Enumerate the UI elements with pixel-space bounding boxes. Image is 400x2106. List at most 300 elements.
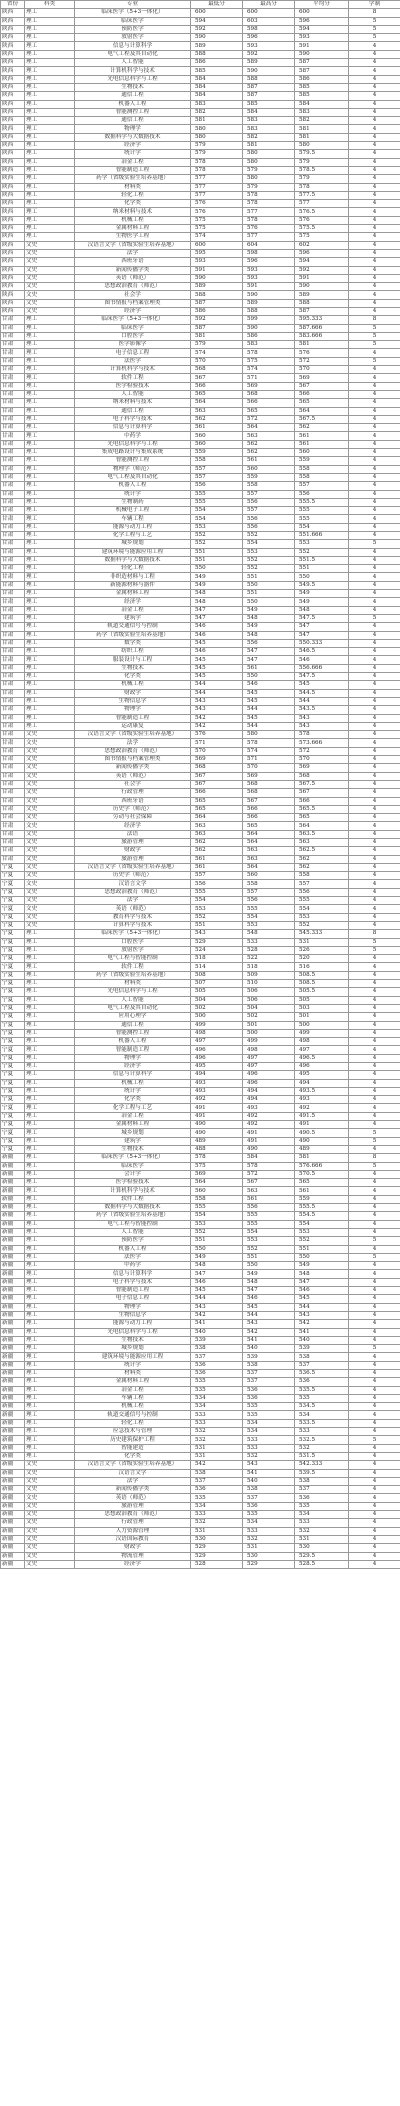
table-row (1, 1394, 400, 1402)
cell-duration: 4 (349, 1112, 400, 1120)
cell-category: 理工 (25, 523, 75, 531)
cell-category: 文史 (25, 731, 75, 739)
cell-min-score: 553 (191, 523, 243, 531)
cell-min-score: 507 (191, 980, 243, 988)
cell-max-score: 590 (243, 67, 295, 75)
cell-duration: 4 (349, 1311, 400, 1319)
table-row (1, 1029, 400, 1037)
cell-min-score: 558 (191, 457, 243, 465)
cell-duration: 4 (349, 830, 400, 838)
cell-max-score: 533 (243, 1527, 295, 1535)
cell-duration: 4 (349, 258, 400, 266)
cell-category: 理工 (25, 664, 75, 672)
cell-avg-score: 537 (295, 1361, 349, 1369)
cell-max-score: 568 (243, 789, 295, 797)
cell-avg-score: 533 (295, 1428, 349, 1436)
cell-major: 财政学 (75, 1544, 191, 1552)
cell-max-score: 497 (243, 1054, 295, 1062)
cell-major: 电气工程及其自动化 (75, 50, 191, 58)
cell-category: 文史 (25, 1535, 75, 1543)
cell-duration: 4 (349, 175, 400, 183)
cell-max-score: 535 (243, 1411, 295, 1419)
table-row (1, 1328, 400, 1336)
cell-max-score: 493 (243, 1104, 295, 1112)
cell-min-score: 574 (191, 233, 243, 241)
table-row (1, 283, 400, 291)
cell-province: 甘肃 (1, 681, 25, 689)
cell-max-score: 590 (243, 324, 295, 332)
cell-avg-score: 576.5 (295, 208, 349, 216)
cell-avg-score: 546.5 (295, 648, 349, 656)
cell-max-score: 510 (243, 980, 295, 988)
cell-province: 甘肃 (1, 814, 25, 822)
cell-min-score: 530 (191, 1535, 243, 1543)
cell-avg-score: 572 (295, 747, 349, 755)
cell-min-score: 539 (191, 1336, 243, 1344)
cell-min-score: 562 (191, 847, 243, 855)
cell-max-score: 544 (243, 706, 295, 714)
cell-min-score: 504 (191, 996, 243, 1004)
cell-province: 新疆 (1, 1369, 25, 1377)
cell-province: 宁夏 (1, 1063, 25, 1071)
cell-province: 陕西 (1, 142, 25, 150)
cell-duration: 4 (349, 565, 400, 573)
table-row (1, 905, 400, 913)
cell-max-score: 577 (243, 233, 295, 241)
cell-max-score: 604 (243, 241, 295, 249)
cell-duration: 4 (349, 432, 400, 440)
cell-avg-score: 594 (295, 25, 349, 33)
cell-avg-score: 548 (295, 606, 349, 614)
cell-duration: 4 (349, 449, 400, 457)
cell-category: 理工 (25, 714, 75, 722)
cell-major: 车辆工程 (75, 515, 191, 523)
cell-duration: 4 (349, 532, 400, 540)
cell-avg-score: 561 (295, 1187, 349, 1195)
cell-min-score: 549 (191, 573, 243, 581)
cell-province: 陕西 (1, 67, 25, 75)
cell-major: 生物制药 (75, 498, 191, 506)
cell-province: 新疆 (1, 1469, 25, 1477)
cell-category: 文史 (25, 797, 75, 805)
cell-major: 信息与计算科学 (75, 1270, 191, 1278)
cell-province: 甘肃 (1, 797, 25, 805)
table-row (1, 1245, 400, 1253)
cell-max-score: 578 (243, 739, 295, 747)
cell-max-score: 530 (243, 1552, 295, 1560)
cell-category: 理工 (25, 598, 75, 606)
cell-province: 甘肃 (1, 673, 25, 681)
cell-duration: 4 (349, 897, 400, 905)
cell-min-score: 575 (191, 1162, 243, 1170)
table-row (1, 1527, 400, 1535)
cell-min-score: 584 (191, 75, 243, 83)
cell-avg-score: 573.666 (295, 739, 349, 747)
cell-avg-score: 551 (295, 1245, 349, 1253)
cell-duration: 4 (349, 1511, 400, 1519)
cell-avg-score: 583 (295, 108, 349, 116)
cell-category: 理工 (25, 17, 75, 25)
cell-major: 光电信息科学与工程 (75, 75, 191, 83)
cell-province: 新疆 (1, 1436, 25, 1444)
cell-major: 法学 (75, 1477, 191, 1485)
cell-min-score: 587 (191, 299, 243, 307)
cell-major: 智能制造工程 (75, 1046, 191, 1054)
cell-duration: 4 (349, 664, 400, 672)
cell-max-score: 556 (243, 498, 295, 506)
cell-duration: 4 (349, 399, 400, 407)
cell-duration: 4 (349, 963, 400, 971)
cell-major: 预防医学 (75, 25, 191, 33)
cell-avg-score: 553 (295, 1228, 349, 1236)
cell-duration: 4 (349, 988, 400, 996)
cell-province: 陕西 (1, 208, 25, 216)
cell-province: 甘肃 (1, 789, 25, 797)
cell-category: 理工 (25, 1295, 75, 1303)
cell-province: 宁夏 (1, 1079, 25, 1087)
cell-major: 临床医学 (75, 17, 191, 25)
cell-avg-score: 565 (295, 399, 349, 407)
cell-duration: 4 (349, 1071, 400, 1079)
cell-avg-score: 570.5 (295, 1170, 349, 1178)
cell-province: 宁夏 (1, 946, 25, 954)
cell-category: 理工 (25, 697, 75, 705)
cell-max-score: 580 (243, 731, 295, 739)
cell-major: 预防医学 (75, 1237, 191, 1245)
cell-min-score: 497 (191, 1038, 243, 1046)
cell-province: 宁夏 (1, 1096, 25, 1104)
cell-duration: 4 (349, 1170, 400, 1178)
table-row (1, 1237, 400, 1245)
cell-province: 宁夏 (1, 1021, 25, 1029)
cell-province: 陕西 (1, 225, 25, 233)
cell-max-score: 568 (243, 390, 295, 398)
cell-min-score: 555 (191, 490, 243, 498)
cell-duration: 4 (349, 1328, 400, 1336)
cell-category: 理工 (25, 1411, 75, 1419)
table-row (1, 341, 400, 349)
cell-max-score: 556 (243, 639, 295, 647)
table-row (1, 324, 400, 332)
cell-province: 宁夏 (1, 897, 25, 905)
cell-province: 甘肃 (1, 565, 25, 573)
table-row (1, 540, 400, 548)
table-row (1, 166, 400, 174)
cell-avg-score: 529.5 (295, 1552, 349, 1560)
cell-province: 新疆 (1, 1394, 25, 1402)
cell-duration: 4 (349, 1245, 400, 1253)
table-row (1, 1170, 400, 1178)
cell-major: 会计学 (75, 1170, 191, 1178)
cell-category: 文史 (25, 888, 75, 896)
cell-avg-score: 587.666 (295, 324, 349, 332)
cell-duration: 4 (349, 1121, 400, 1129)
cell-province: 甘肃 (1, 523, 25, 531)
table-row (1, 772, 400, 780)
cell-min-score: 557 (191, 465, 243, 473)
cell-major: 信息与计算科学 (75, 1071, 191, 1079)
cell-category: 理工 (25, 1361, 75, 1369)
cell-province: 甘肃 (1, 349, 25, 357)
table-row (1, 1162, 400, 1170)
cell-category: 理工 (25, 1386, 75, 1394)
table-row (1, 988, 400, 996)
cell-avg-score: 526 (295, 946, 349, 954)
table-row (1, 830, 400, 838)
cell-major: 汉语言文学（省级实验生培养基地） (75, 241, 191, 249)
cell-duration: 4 (349, 1403, 400, 1411)
cell-duration: 4 (349, 706, 400, 714)
table-row (1, 1461, 400, 1469)
cell-min-score: 577 (191, 191, 243, 199)
cell-max-score: 541 (243, 1469, 295, 1477)
cell-province: 宁夏 (1, 1046, 25, 1054)
cell-min-score: 495 (191, 1063, 243, 1071)
cell-duration: 5 (349, 34, 400, 42)
cell-duration: 4 (349, 307, 400, 315)
cell-category: 理工 (25, 1245, 75, 1253)
cell-category: 理工 (25, 996, 75, 1004)
cell-duration: 4 (349, 424, 400, 432)
cell-avg-score: 564 (295, 822, 349, 830)
cell-duration: 4 (349, 681, 400, 689)
table-row (1, 1428, 400, 1436)
cell-min-score: 552 (191, 1228, 243, 1236)
cell-min-score: 567 (191, 374, 243, 382)
cell-province: 陕西 (1, 42, 25, 50)
cell-major: 运动康复 (75, 722, 191, 730)
cell-min-score: 493 (191, 1087, 243, 1095)
cell-min-score: 575 (191, 225, 243, 233)
cell-min-score: 496 (191, 1046, 243, 1054)
cell-min-score: 590 (191, 34, 243, 42)
cell-category: 理工 (25, 1444, 75, 1452)
cell-max-score: 554 (243, 1228, 295, 1236)
cell-duration: 4 (349, 606, 400, 614)
cell-avg-score: 563 (295, 838, 349, 846)
cell-duration: 4 (349, 838, 400, 846)
cell-max-score: 504 (243, 1004, 295, 1012)
cell-duration: 4 (349, 216, 400, 224)
cell-duration: 4 (349, 1303, 400, 1311)
cell-major: 统计学 (75, 490, 191, 498)
cell-province: 宁夏 (1, 938, 25, 946)
cell-min-score: 595 (191, 249, 243, 257)
table-row (1, 440, 400, 448)
cell-major: 临床医学 (75, 324, 191, 332)
cell-avg-score: 493.5 (295, 1087, 349, 1095)
cell-avg-score: 555 (295, 515, 349, 523)
table-row (1, 1204, 400, 1212)
cell-category: 理工 (25, 9, 75, 17)
cell-province: 陕西 (1, 166, 25, 174)
cell-avg-score: 576 (295, 349, 349, 357)
cell-province: 甘肃 (1, 689, 25, 697)
cell-category: 理工 (25, 1253, 75, 1261)
cell-duration: 4 (349, 1220, 400, 1228)
cell-category: 理工 (25, 515, 75, 523)
cell-category: 理工 (25, 573, 75, 581)
cell-min-score: 578 (191, 166, 243, 174)
cell-max-score: 542 (243, 1328, 295, 1336)
cell-major: 人工智能 (75, 996, 191, 1004)
cell-min-score: 568 (191, 366, 243, 374)
cell-duration: 5 (349, 324, 400, 332)
cell-min-score: 529 (191, 1552, 243, 1560)
cell-duration: 4 (349, 772, 400, 780)
cell-major: 数学类 (75, 639, 191, 647)
cell-avg-score: 543 (295, 1311, 349, 1319)
cell-major: 电气工程及其自动化 (75, 1004, 191, 1012)
cell-major: 电气工程与智能控制 (75, 955, 191, 963)
cell-category: 文史 (25, 805, 75, 813)
cell-avg-score: 576.666 (295, 1162, 349, 1170)
table-row (1, 606, 400, 614)
cell-min-score: 583 (191, 100, 243, 108)
cell-avg-score: 570 (295, 756, 349, 764)
table-row (1, 1535, 400, 1543)
table-row (1, 390, 400, 398)
cell-avg-score: 561 (295, 432, 349, 440)
cell-min-score: 535 (191, 1386, 243, 1394)
table-row (1, 1320, 400, 1328)
cell-duration: 4 (349, 241, 400, 249)
cell-province: 新疆 (1, 1311, 25, 1319)
cell-duration: 4 (349, 722, 400, 730)
cell-avg-score: 547.5 (295, 673, 349, 681)
cell-duration: 4 (349, 1195, 400, 1203)
cell-avg-score: 579 (295, 158, 349, 166)
cell-min-score: 552 (191, 532, 243, 540)
cell-major: 新闻传播学类 (75, 1486, 191, 1494)
cell-major: 汉语言文学 (75, 1469, 191, 1477)
table-row (1, 639, 400, 647)
cell-avg-score: 558 (295, 473, 349, 481)
table-row (1, 17, 400, 25)
cell-major: 生物技术 (75, 1336, 191, 1344)
cell-province: 甘肃 (1, 739, 25, 747)
cell-major: 建筑学 (75, 1137, 191, 1145)
table-row (1, 1336, 400, 1344)
cell-max-score: 572 (243, 1170, 295, 1178)
cell-max-score: 557 (243, 507, 295, 515)
cell-min-score: 561 (191, 855, 243, 863)
cell-min-score: 535 (191, 1378, 243, 1386)
cell-avg-score: 520 (295, 955, 349, 963)
cell-min-score: 545 (191, 639, 243, 647)
cell-min-score: 549 (191, 1253, 243, 1261)
cell-province: 甘肃 (1, 847, 25, 855)
table-row (1, 565, 400, 573)
cell-category: 文史 (25, 1502, 75, 1510)
cell-major: 电气工程与智能控制 (75, 1220, 191, 1228)
cell-avg-score: 581 (295, 1154, 349, 1162)
table-row (1, 25, 400, 33)
cell-province: 新疆 (1, 1544, 25, 1552)
cell-category: 理工 (25, 1336, 75, 1344)
cell-major: 金属材料工程 (75, 590, 191, 598)
cell-province: 陕西 (1, 183, 25, 191)
cell-duration: 4 (349, 1552, 400, 1560)
cell-province: 甘肃 (1, 507, 25, 515)
cell-major: 生物信息学 (75, 1311, 191, 1319)
cell-max-score: 532 (243, 1535, 295, 1543)
cell-max-score: 554 (243, 913, 295, 921)
cell-avg-score: 542.333 (295, 1461, 349, 1469)
cell-province: 新疆 (1, 1419, 25, 1427)
cell-min-score: 492 (191, 1096, 243, 1104)
cell-avg-score: 547 (295, 623, 349, 631)
table-row (1, 556, 400, 564)
cell-avg-score: 491 (295, 1121, 349, 1129)
table-row (1, 996, 400, 1004)
cell-min-score: 579 (191, 341, 243, 349)
cell-max-score: 494 (243, 1087, 295, 1095)
cell-max-score: 555 (243, 1212, 295, 1220)
cell-category: 文史 (25, 307, 75, 315)
cell-province: 甘肃 (1, 332, 25, 340)
cell-major: 化学类 (75, 673, 191, 681)
cell-major: 法学 (75, 897, 191, 905)
table-row (1, 1386, 400, 1394)
cell-major: 数据科学与大数据技术 (75, 1204, 191, 1212)
cell-max-score: 533 (243, 1444, 295, 1452)
cell-major: 数据科学与大数据技术 (75, 133, 191, 141)
cell-major: 金属材料工程 (75, 225, 191, 233)
cell-min-score: 538 (191, 1469, 243, 1477)
cell-category: 文史 (25, 1511, 75, 1519)
cell-max-score: 566 (243, 814, 295, 822)
cell-duration: 5 (349, 938, 400, 946)
table-row (1, 1469, 400, 1477)
cell-province: 宁夏 (1, 955, 25, 963)
cell-avg-score: 581 (295, 133, 349, 141)
cell-avg-score: 590 (295, 283, 349, 291)
cell-province: 甘肃 (1, 382, 25, 390)
cell-province: 陕西 (1, 158, 25, 166)
table-row (1, 548, 400, 556)
cell-major: 电子信息工程 (75, 1295, 191, 1303)
cell-min-score: 542 (191, 714, 243, 722)
table-row (1, 673, 400, 681)
cell-duration: 5 (349, 1162, 400, 1170)
table-row (1, 1262, 400, 1270)
table-row (1, 266, 400, 274)
cell-min-score: 554 (191, 507, 243, 515)
cell-duration: 4 (349, 623, 400, 631)
cell-category: 理工 (25, 1112, 75, 1120)
cell-province: 甘肃 (1, 482, 25, 490)
cell-avg-score: 572 (295, 357, 349, 365)
cell-major: 旅游管理 (75, 1502, 191, 1510)
cell-duration: 4 (349, 465, 400, 473)
cell-major: 英语（师范） (75, 772, 191, 780)
cell-province: 宁夏 (1, 1004, 25, 1012)
cell-avg-score: 585 (295, 92, 349, 100)
cell-avg-score: 492 (295, 1104, 349, 1112)
cell-max-score: 569 (243, 772, 295, 780)
table-row (1, 1096, 400, 1104)
cell-province: 新疆 (1, 1361, 25, 1369)
cell-major: 光电信息科学与工程 (75, 440, 191, 448)
table-row (1, 1004, 400, 1012)
cell-province: 甘肃 (1, 465, 25, 473)
table-row (1, 374, 400, 382)
cell-max-score: 569 (243, 382, 295, 390)
cell-duration: 4 (349, 1394, 400, 1402)
table-row (1, 1270, 400, 1278)
cell-duration: 4 (349, 1361, 400, 1369)
